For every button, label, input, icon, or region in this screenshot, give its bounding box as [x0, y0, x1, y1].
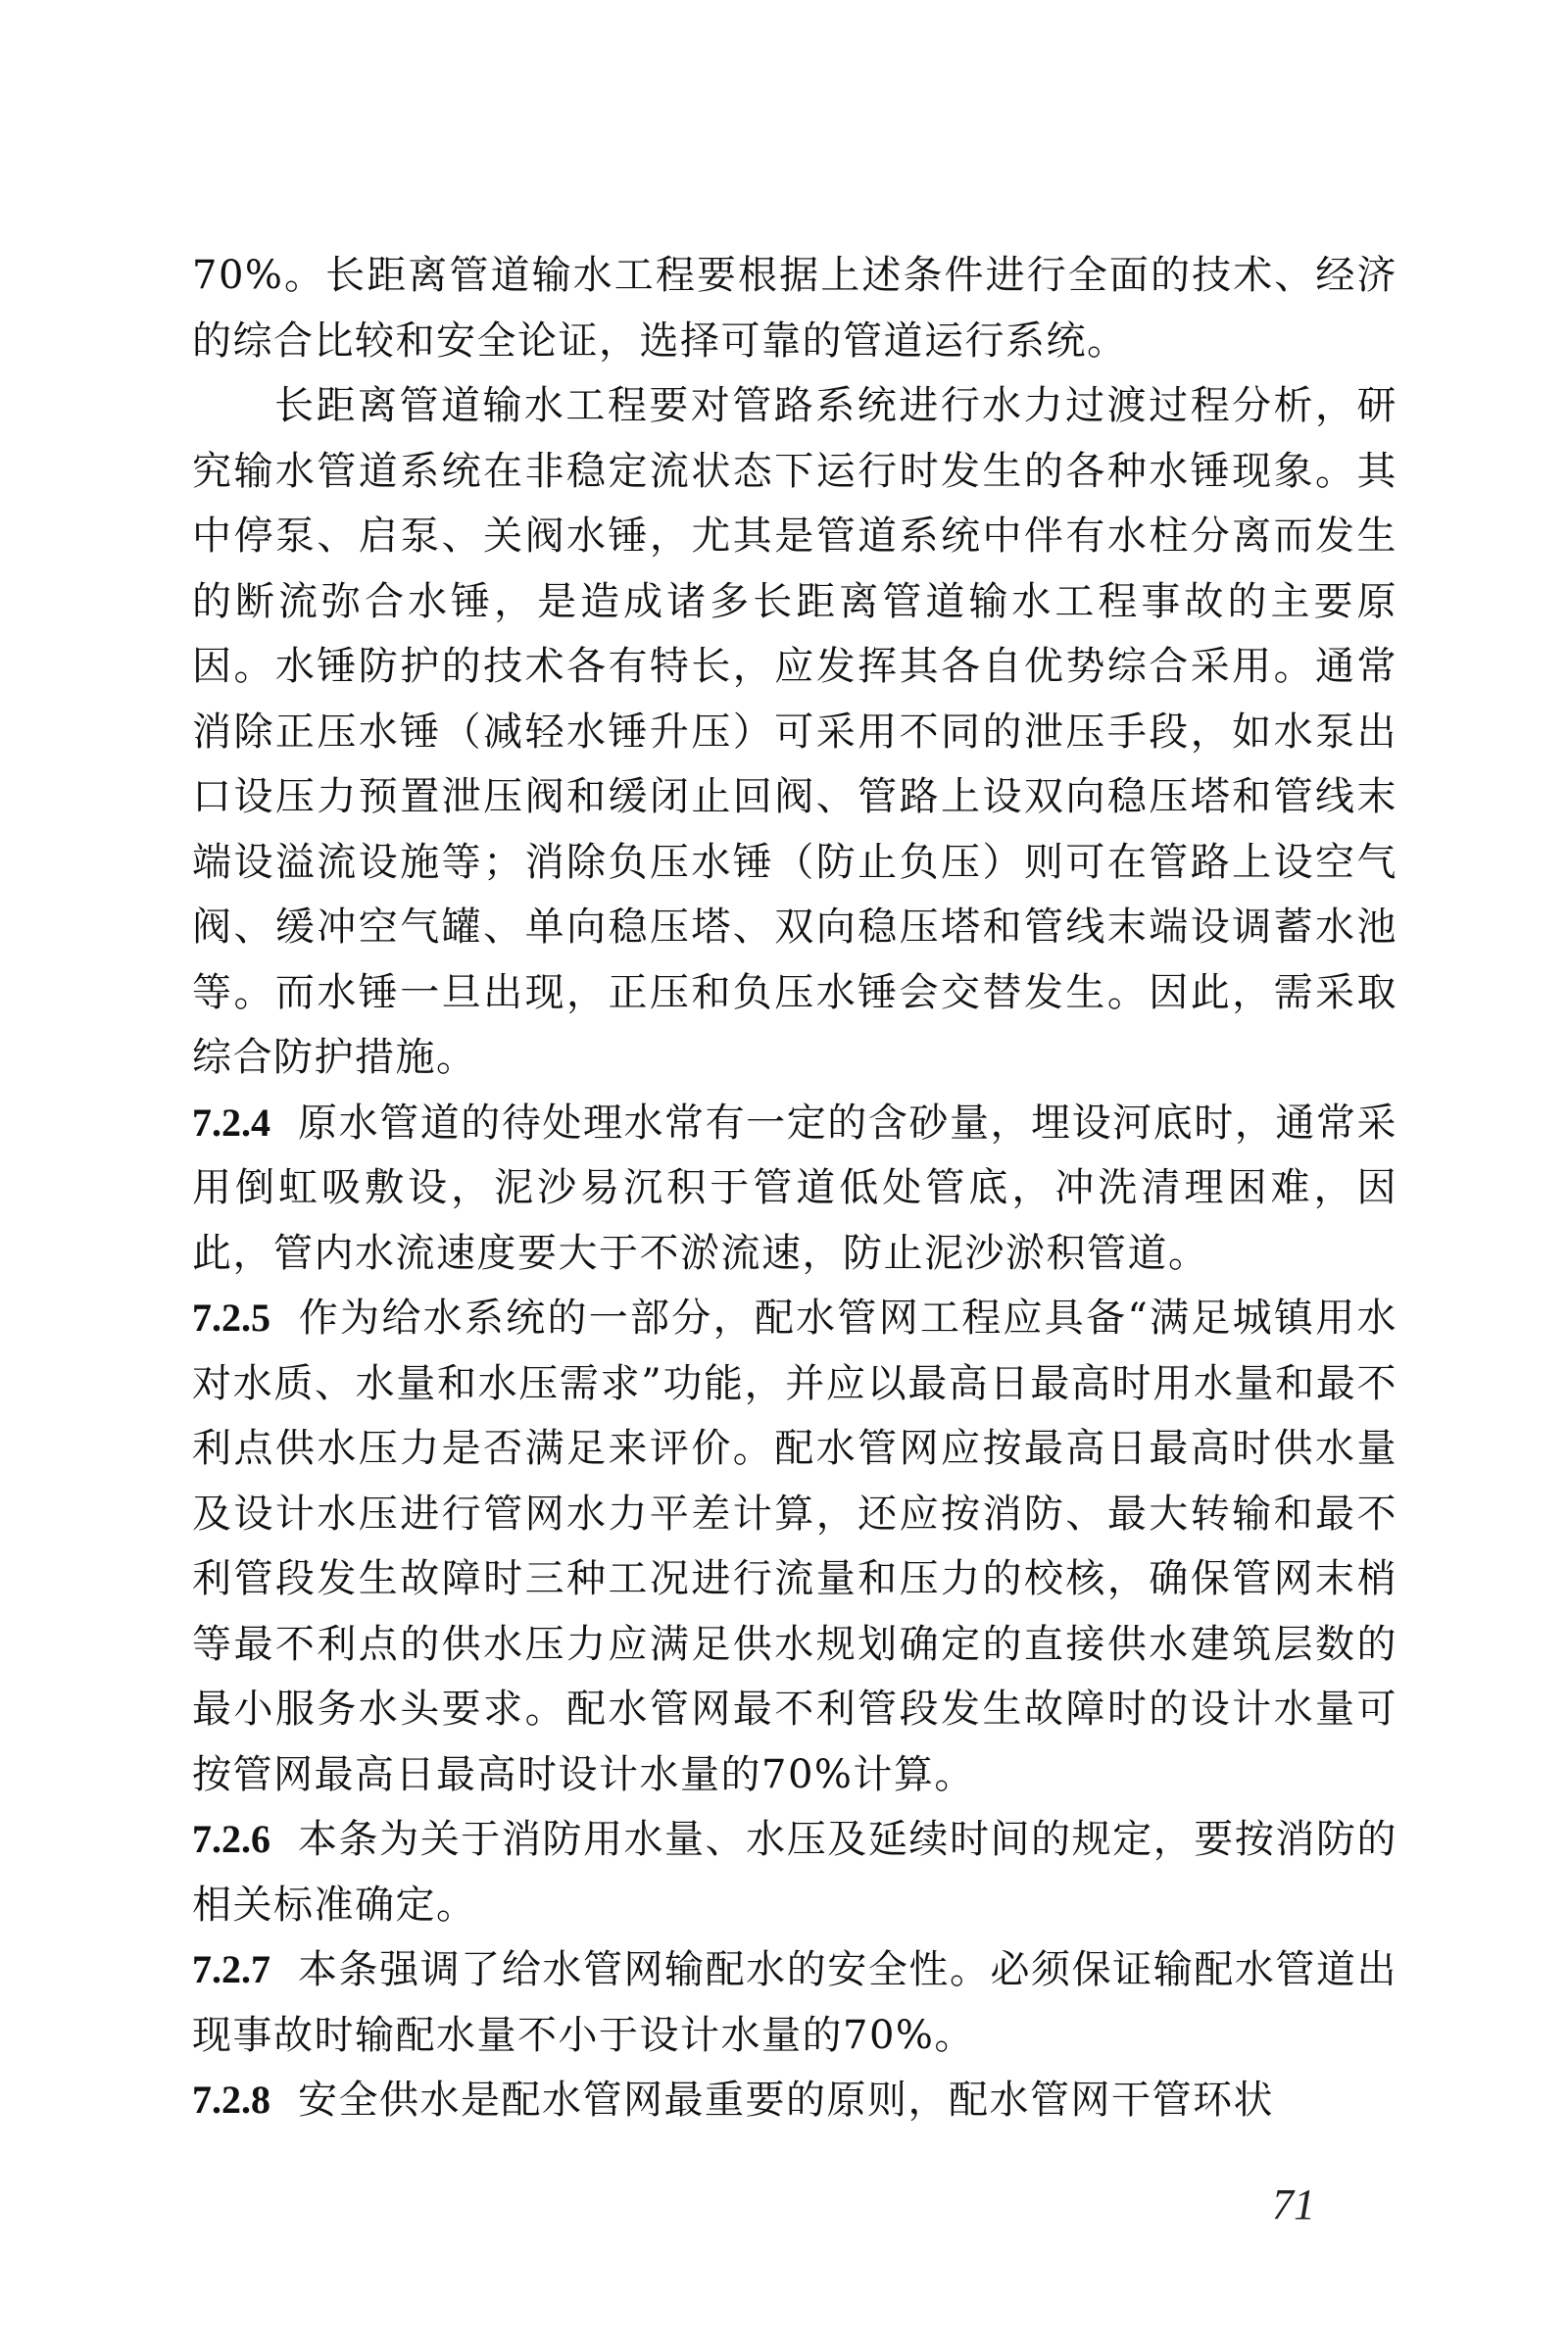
paragraph-text: 长距离管道输水工程要对管路系统进行水力过渡过程分析，研究输水管道系统在非稳定流状态下运行时发生的各种水锤现象。其中停泵、启泵、关阀水锤，尤其是管道系统中伴有水柱分离而发生的断流弥合水锤，是造成诸多长距离管道输水工程事故的主要原因。水锤防护的技术各有特长，应发挥其各自优势综合采用。通常消除正压水锤（减轻水锤升压）可采用不同的泄压手段，如水泵出口设压力预置泄压阀和缓闭止回阀、管路上设双向稳压塔和管线末端设溢流设施等；消除负压水锤（防止负压）则可在管路上设空气阀、缓冲空气罐、单向稳压塔、双向稳压塔和管线末端设调蓄水池等。而水锤一旦出现，正压和负压水锤会交替发生。因此，需采取综合防护措施。 — [192, 383, 1397, 1080]
clause-number: 7.2.7 — [192, 1947, 270, 1991]
clause-number: 7.2.5 — [192, 1296, 270, 1340]
clause-text: 原水管道的待处理水常有一定的含砂量，埋设河底时，通常采用倒虹吸敷设，泥沙易沉积于管道低处管底，冲洗清理困难，因此，管内水流速度要大于不淤流速，防止泥沙淤积管道。 — [192, 1100, 1397, 1276]
clause-7-2-4 — [192, 1091, 1397, 1287]
clause-number: 7.2.8 — [192, 2078, 270, 2122]
clause-7-2-5 — [192, 1286, 1397, 1807]
clause-7-2-6 — [192, 1807, 1397, 1937]
document-body — [192, 243, 1397, 2133]
clause-7-2-8 — [192, 2068, 1397, 2133]
paragraph-water-hammer — [192, 373, 1397, 1091]
clause-text: 本条为关于消防用水量、水压及延续时间的规定，要按消防的相关标准确定。 — [192, 1817, 1397, 1928]
clause-text: 作为给水系统的一部分，配水管网工程应具备“满足城镇用水对水质、水量和水压需求”功能，并应以最高日最高时用水量和最不利点供水压力是否满足来评价。配水管网应按最高日最高时供水量及设计水压进行管网水力平差计算，还应按消防、最大转输和最不利管段发生故障时三种工况进行流量和压力的校核，确保管网末梢等最不利点的供水压力应满足供水规划确定的直接供水建筑层数的最小服务水头要求。配水管网最不利管段发生故障时的设计水量可按管网最高日最高时设计水量的70%计算。 — [192, 1296, 1397, 1797]
clause-text: 本条强调了给水管网输配水的安全性。必须保证输配水管道出现事故时输配水量不小于设计水量的70%。 — [192, 1947, 1397, 2058]
paragraph-text: 70%。长距离管道输水工程要根据上述条件进行全面的技术、经济的综合比较和安全论证，选择可靠的管道运行系统。 — [192, 253, 1397, 364]
clause-number: 7.2.4 — [192, 1100, 270, 1145]
clause-text: 安全供水是配水管网最重要的原则，配水管网干管环状 — [298, 2078, 1274, 2123]
clause-number: 7.2.6 — [192, 1817, 270, 1861]
paragraph-continuation — [192, 243, 1397, 373]
page-number: 71 — [1272, 2180, 1315, 2228]
clause-7-2-7 — [192, 1937, 1397, 2068]
